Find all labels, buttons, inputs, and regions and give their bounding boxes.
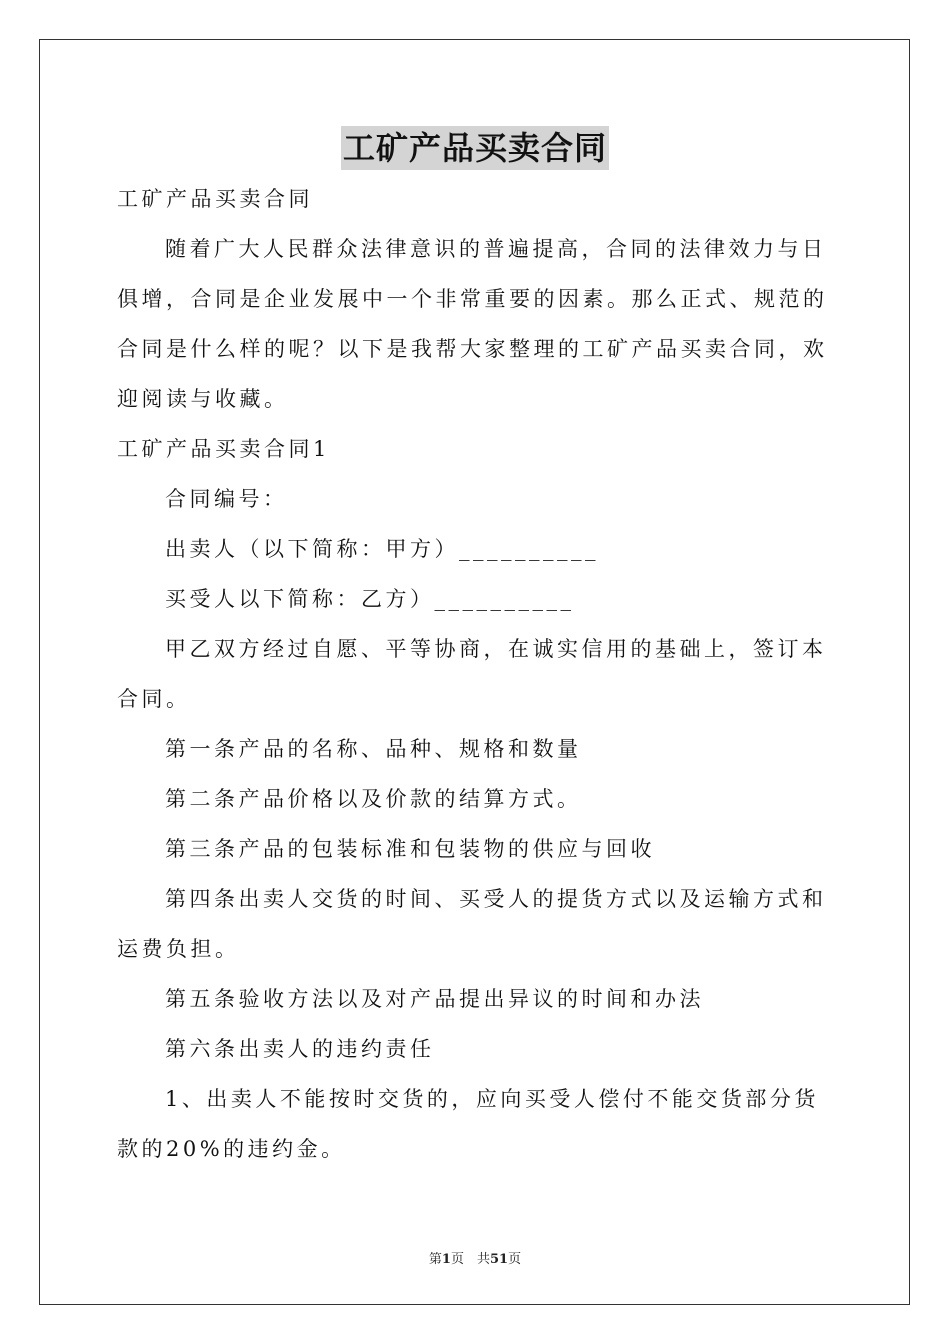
paragraph: 工矿产品买卖合同1 [117, 437, 330, 461]
paragraph: 工矿产品买卖合同 [117, 187, 313, 211]
paragraph: 甲乙双方经过自愿、平等协商，在诚实信用的基础上，签订本合同。 [117, 637, 827, 711]
footer-suffix: 页 [508, 1252, 522, 1267]
paragraph: 合同编号： [165, 487, 288, 511]
footer-mid: 页 共 [450, 1252, 490, 1267]
paragraph: 出卖人（以下简称：甲方）__________ [165, 537, 599, 561]
paragraph: 第五条验收方法以及对产品提出异议的时间和办法 [165, 987, 704, 1011]
paragraph: 第四条出卖人交货的时间、买受人的提货方式以及运输方式和运费负担。 [117, 887, 827, 961]
title-container [0, 126, 950, 170]
current-page-number: 1 [441, 1252, 451, 1267]
paragraph: 1、出卖人不能按时交货的，应向买受人偿付不能交货部分货款的20%的违约金。 [117, 1087, 819, 1161]
paragraph: 随着广大人民群众法律意识的普遍提高，合同的法律效力与日俱增，合同是企业发展中一个非常重要的因素。那么正式、规范的合同是什么样的呢？以下是我帮大家整理的工矿产品买卖合同，欢迎阅读与收藏。 [117, 237, 828, 411]
document-body [117, 174, 833, 1174]
footer-prefix: 第 [428, 1252, 442, 1267]
page-footer [0, 1248, 950, 1267]
paragraph: 第二条产品价格以及价款的结算方式。 [165, 787, 582, 811]
total-pages-number: 51 [489, 1252, 509, 1267]
paragraph: 第六条出卖人的违约责任 [165, 1037, 435, 1061]
paragraph: 第一条产品的名称、品种、规格和数量 [165, 737, 582, 761]
document-title: 工矿产品买卖合同 [341, 126, 609, 170]
paragraph: 第三条产品的包装标准和包装物的供应与回收 [165, 837, 655, 861]
paragraph: 买受人以下简称：乙方）__________ [165, 587, 575, 611]
